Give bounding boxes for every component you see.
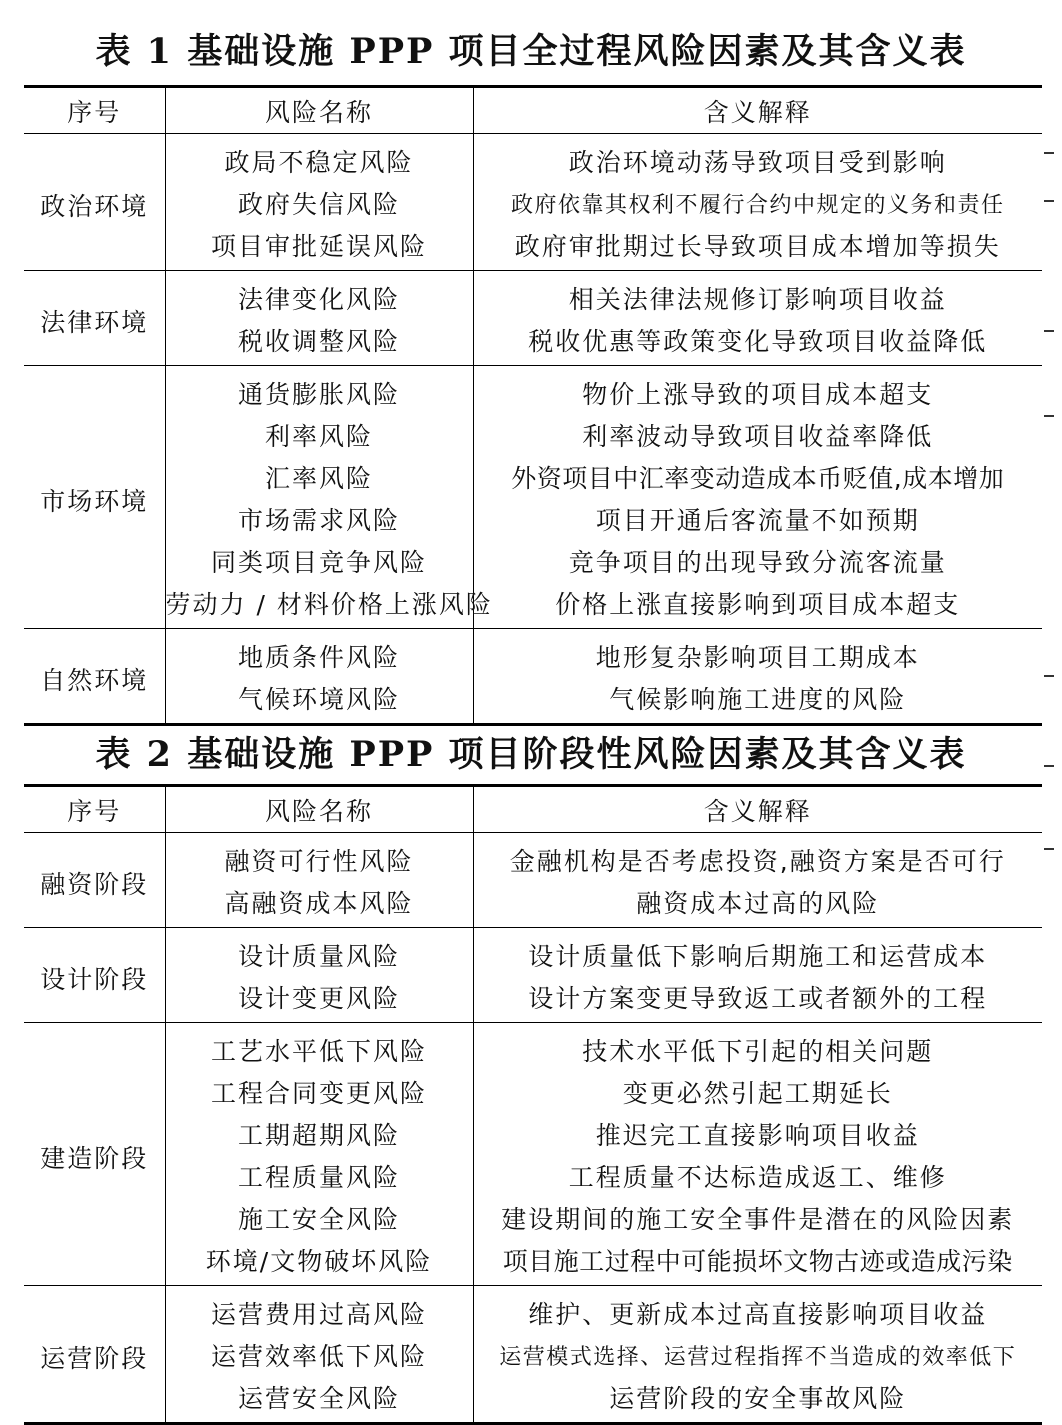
table-row — [24, 1239, 1042, 1286]
margin-mark — [1044, 152, 1054, 154]
meaning-cell: 建设期间的施工安全事件是潜在的风险因素 — [473, 1197, 1042, 1239]
risk-name-cell: 政局不稳定风险 — [165, 134, 473, 183]
table-row — [24, 271, 1042, 320]
table-row — [24, 1023, 1042, 1072]
table-1-caption: 表 1 基础设施 PPP 项目全过程风险因素及其含义表 — [95, 31, 967, 72]
meaning-cell: 项目施工过程中可能损坏文物古迹或造成污染 — [473, 1239, 1042, 1286]
risk-name-cell: 设计质量风险 — [165, 928, 473, 977]
row-group — [24, 134, 1042, 271]
meaning-cell: 工程质量不达标造成返工、维修 — [473, 1155, 1042, 1197]
risk-name-cell: 劳动力 / 材料价格上涨风险 — [165, 582, 473, 629]
meaning-cell: 地形复杂影响项目工期成本 — [473, 629, 1042, 678]
meaning-cell: 运营模式选择、运营过程指挥不当造成的效率低下 — [473, 1334, 1042, 1376]
risk-name-cell: 设计变更风险 — [165, 976, 473, 1023]
table-row — [24, 1376, 1042, 1424]
table-row — [24, 456, 1042, 498]
meaning-cell: 运营阶段的安全事故风险 — [473, 1376, 1042, 1424]
table-header-row — [24, 87, 1042, 134]
meaning-cell: 税收优惠等政策变化导致项目收益降低 — [473, 319, 1042, 366]
risk-name-cell: 市场需求风险 — [165, 498, 473, 540]
risk-name-cell: 法律变化风险 — [165, 271, 473, 320]
row-group — [24, 366, 1042, 629]
row-group — [24, 1023, 1042, 1286]
meaning-cell: 物价上涨导致的项目成本超支 — [473, 366, 1042, 415]
margin-mark — [1044, 848, 1054, 850]
table-row — [24, 928, 1042, 977]
risk-name-cell: 汇率风险 — [165, 456, 473, 498]
group-label: 设计阶段 — [40, 965, 149, 994]
risk-name-cell: 地质条件风险 — [165, 629, 473, 678]
risk-name-cell: 气候环境风险 — [165, 677, 473, 725]
margin-mark — [1044, 415, 1054, 417]
margin-mark — [1044, 330, 1054, 332]
meaning-cell: 利率波动导致项目收益率降低 — [473, 414, 1042, 456]
table-row — [24, 833, 1042, 882]
table-row — [24, 881, 1042, 928]
risk-name-cell: 通货膨胀风险 — [165, 366, 473, 415]
table-row — [24, 1197, 1042, 1239]
meaning-cell: 维护、更新成本过高直接影响项目收益 — [473, 1286, 1042, 1335]
meaning-cell: 融资成本过高的风险 — [473, 881, 1042, 928]
risk-name-cell: 融资可行性风险 — [165, 833, 473, 882]
meaning-cell: 设计方案变更导致返工或者额外的工程 — [473, 976, 1042, 1023]
meaning-cell: 金融机构是否考虑投资,融资方案是否可行 — [473, 833, 1042, 882]
risk-name-cell: 项目审批延误风险 — [165, 224, 473, 271]
table-row — [24, 1334, 1042, 1376]
meaning-cell: 外资项目中汇率变动造成本币贬值,成本增加 — [473, 456, 1042, 498]
table-row — [24, 1286, 1042, 1335]
group-label: 市场环境 — [40, 487, 149, 516]
risk-name-cell: 工期超期风险 — [165, 1113, 473, 1155]
table-row — [24, 414, 1042, 456]
table-row — [24, 224, 1042, 271]
header-serial: 序号 — [67, 796, 122, 826]
table-row — [24, 976, 1042, 1023]
table-row — [24, 677, 1042, 725]
margin-mark — [1044, 675, 1054, 677]
meaning-cell: 相关法律法规修订影响项目收益 — [473, 271, 1042, 320]
table-row — [24, 540, 1042, 582]
group-label: 融资阶段 — [40, 870, 149, 899]
meaning-cell: 气候影响施工进度的风险 — [473, 677, 1042, 725]
table-row — [24, 1113, 1042, 1155]
risk-name-cell: 运营费用过高风险 — [165, 1286, 473, 1335]
meaning-cell: 项目开通后客流量不如预期 — [473, 498, 1042, 540]
risk-name-cell: 运营安全风险 — [165, 1376, 473, 1424]
risk-name-cell: 高融资成本风险 — [165, 881, 473, 928]
table-header-row — [24, 786, 1042, 833]
meaning-cell: 政府依靠其权利不履行合约中规定的义务和责任 — [473, 182, 1042, 224]
meaning-cell: 推迟完工直接影响项目收益 — [473, 1113, 1042, 1155]
meaning-cell: 政治环境动荡导致项目受到影响 — [473, 134, 1042, 183]
header-risk-name: 风险名称 — [165, 786, 473, 833]
table-row — [24, 582, 1042, 629]
risk-table-2 — [24, 784, 1042, 1425]
risk-name-cell: 工程合同变更风险 — [165, 1071, 473, 1113]
risk-name-cell: 利率风险 — [165, 414, 473, 456]
table-row — [24, 629, 1042, 678]
risk-name-cell: 运营效率低下风险 — [165, 1334, 473, 1376]
meaning-cell: 变更必然引起工期延长 — [473, 1071, 1042, 1113]
meaning-cell: 技术水平低下引起的相关问题 — [473, 1023, 1042, 1072]
risk-name-cell: 税收调整风险 — [165, 319, 473, 366]
meaning-cell: 政府审批期过长导致项目成本增加等损失 — [473, 224, 1042, 271]
table-row — [24, 134, 1042, 183]
risk-name-cell: 工程质量风险 — [165, 1155, 473, 1197]
row-group — [24, 1286, 1042, 1424]
margin-mark — [1044, 765, 1054, 767]
meaning-cell: 设计质量低下影响后期施工和运营成本 — [473, 928, 1042, 977]
risk-name-cell: 同类项目竞争风险 — [165, 540, 473, 582]
table-row — [24, 366, 1042, 415]
group-label: 政治环境 — [40, 192, 149, 221]
header-serial: 序号 — [67, 97, 122, 127]
group-label: 自然环境 — [40, 666, 149, 695]
table-row — [24, 319, 1042, 366]
header-risk-name: 风险名称 — [165, 87, 473, 134]
row-group — [24, 271, 1042, 366]
meaning-cell: 竞争项目的出现导致分流客流量 — [473, 540, 1042, 582]
group-label: 法律环境 — [40, 308, 149, 337]
table-row — [24, 1155, 1042, 1197]
risk-name-cell: 工艺水平低下风险 — [165, 1023, 473, 1072]
row-group — [24, 629, 1042, 725]
meaning-cell: 价格上涨直接影响到项目成本超支 — [473, 582, 1042, 629]
header-meaning: 含义解释 — [473, 87, 1042, 134]
header-meaning: 含义解释 — [473, 786, 1042, 833]
table-2-caption: 表 2 基础设施 PPP 项目阶段性风险因素及其含义表 — [95, 734, 967, 775]
risk-name-cell: 环境/文物破坏风险 — [165, 1239, 473, 1286]
risk-name-cell: 施工安全风险 — [165, 1197, 473, 1239]
table-row — [24, 1071, 1042, 1113]
risk-table-1 — [24, 85, 1042, 726]
table-row — [24, 498, 1042, 540]
margin-mark — [1044, 200, 1054, 202]
group-label: 建造阶段 — [40, 1144, 149, 1173]
group-label: 运营阶段 — [40, 1344, 149, 1373]
row-group — [24, 928, 1042, 1023]
table-row — [24, 182, 1042, 224]
row-group — [24, 833, 1042, 928]
risk-name-cell: 政府失信风险 — [165, 182, 473, 224]
